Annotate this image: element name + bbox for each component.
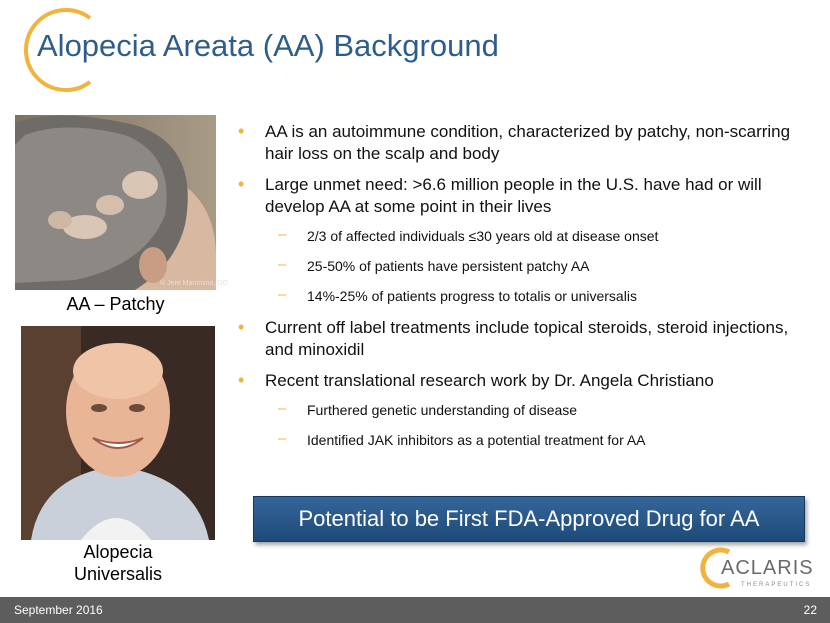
bullet-item [235, 121, 820, 165]
bullet-text: Current off label treatments include topical steroids, steroid injections, and minoxidil [265, 318, 789, 359]
sub-bullet-text: 25-50% of patients have persistent patchy AA [307, 258, 590, 274]
footer-bar [0, 597, 830, 623]
dash-icon: – [278, 400, 287, 417]
dash-icon: – [278, 286, 287, 303]
footer-date: September 2016 [14, 603, 103, 617]
sub-bullet-item [235, 257, 820, 275]
dash-icon: – [278, 256, 287, 273]
bullet-item [235, 317, 820, 361]
bullet-dot-icon: • [238, 121, 245, 141]
sub-bullet-item [235, 401, 820, 419]
bullet-text: Recent translational research work by Dr. Angela Christiano [265, 371, 714, 390]
dash-icon: – [278, 226, 287, 243]
logo-name: ACLARIS [721, 557, 814, 579]
sub-bullet-text: 14%-25% of patients progress to totalis or universalis [307, 288, 637, 304]
bullet-text: Large unmet need: >6.6 million people in the U.S. have had or will develop AA at some point in their lives [265, 175, 762, 216]
universalis-caption [20, 541, 216, 585]
slide-title: Alopecia Areata (AA) Background [37, 28, 499, 63]
bullet-item [235, 370, 820, 392]
highlight-banner: Potential to be First FDA-Approved Drug for AA [253, 496, 805, 542]
photo-credit: © Jere Mammino, DO [160, 280, 228, 287]
patchy-caption: AA – Patchy [66, 294, 165, 314]
sub-bullet-text: Identified JAK inhibitors as a potential treatment for AA [307, 432, 646, 448]
sub-bullet-text: 2/3 of affected individuals ≤30 years old at disease onset [307, 228, 659, 244]
dash-icon: – [278, 430, 287, 447]
page-number: 22 [803, 603, 817, 617]
sub-bullet-item [235, 431, 820, 449]
bullet-dot-icon: • [238, 370, 245, 390]
aclaris-logo [707, 544, 825, 592]
logo-tagline: THERAPEUTICS [741, 582, 812, 588]
sub-bullet-item [235, 287, 820, 305]
universalis-caption-line2: Universalis [73, 564, 163, 584]
universalis-photo [21, 326, 215, 540]
patchy-aa-photo [15, 115, 228, 290]
bullet-list [235, 121, 820, 461]
bullet-text: AA is an autoimmune condition, characterized by patchy, non-scarring hair loss on the scalp and body [265, 122, 791, 163]
bullet-item [235, 174, 820, 218]
sub-bullet-text: Furthered genetic understanding of disease [307, 402, 578, 418]
universalis-caption-line1: Alopecia [83, 542, 153, 562]
bullet-dot-icon: • [238, 174, 245, 194]
bullet-dot-icon: • [238, 317, 245, 337]
sub-bullet-item [235, 227, 820, 245]
